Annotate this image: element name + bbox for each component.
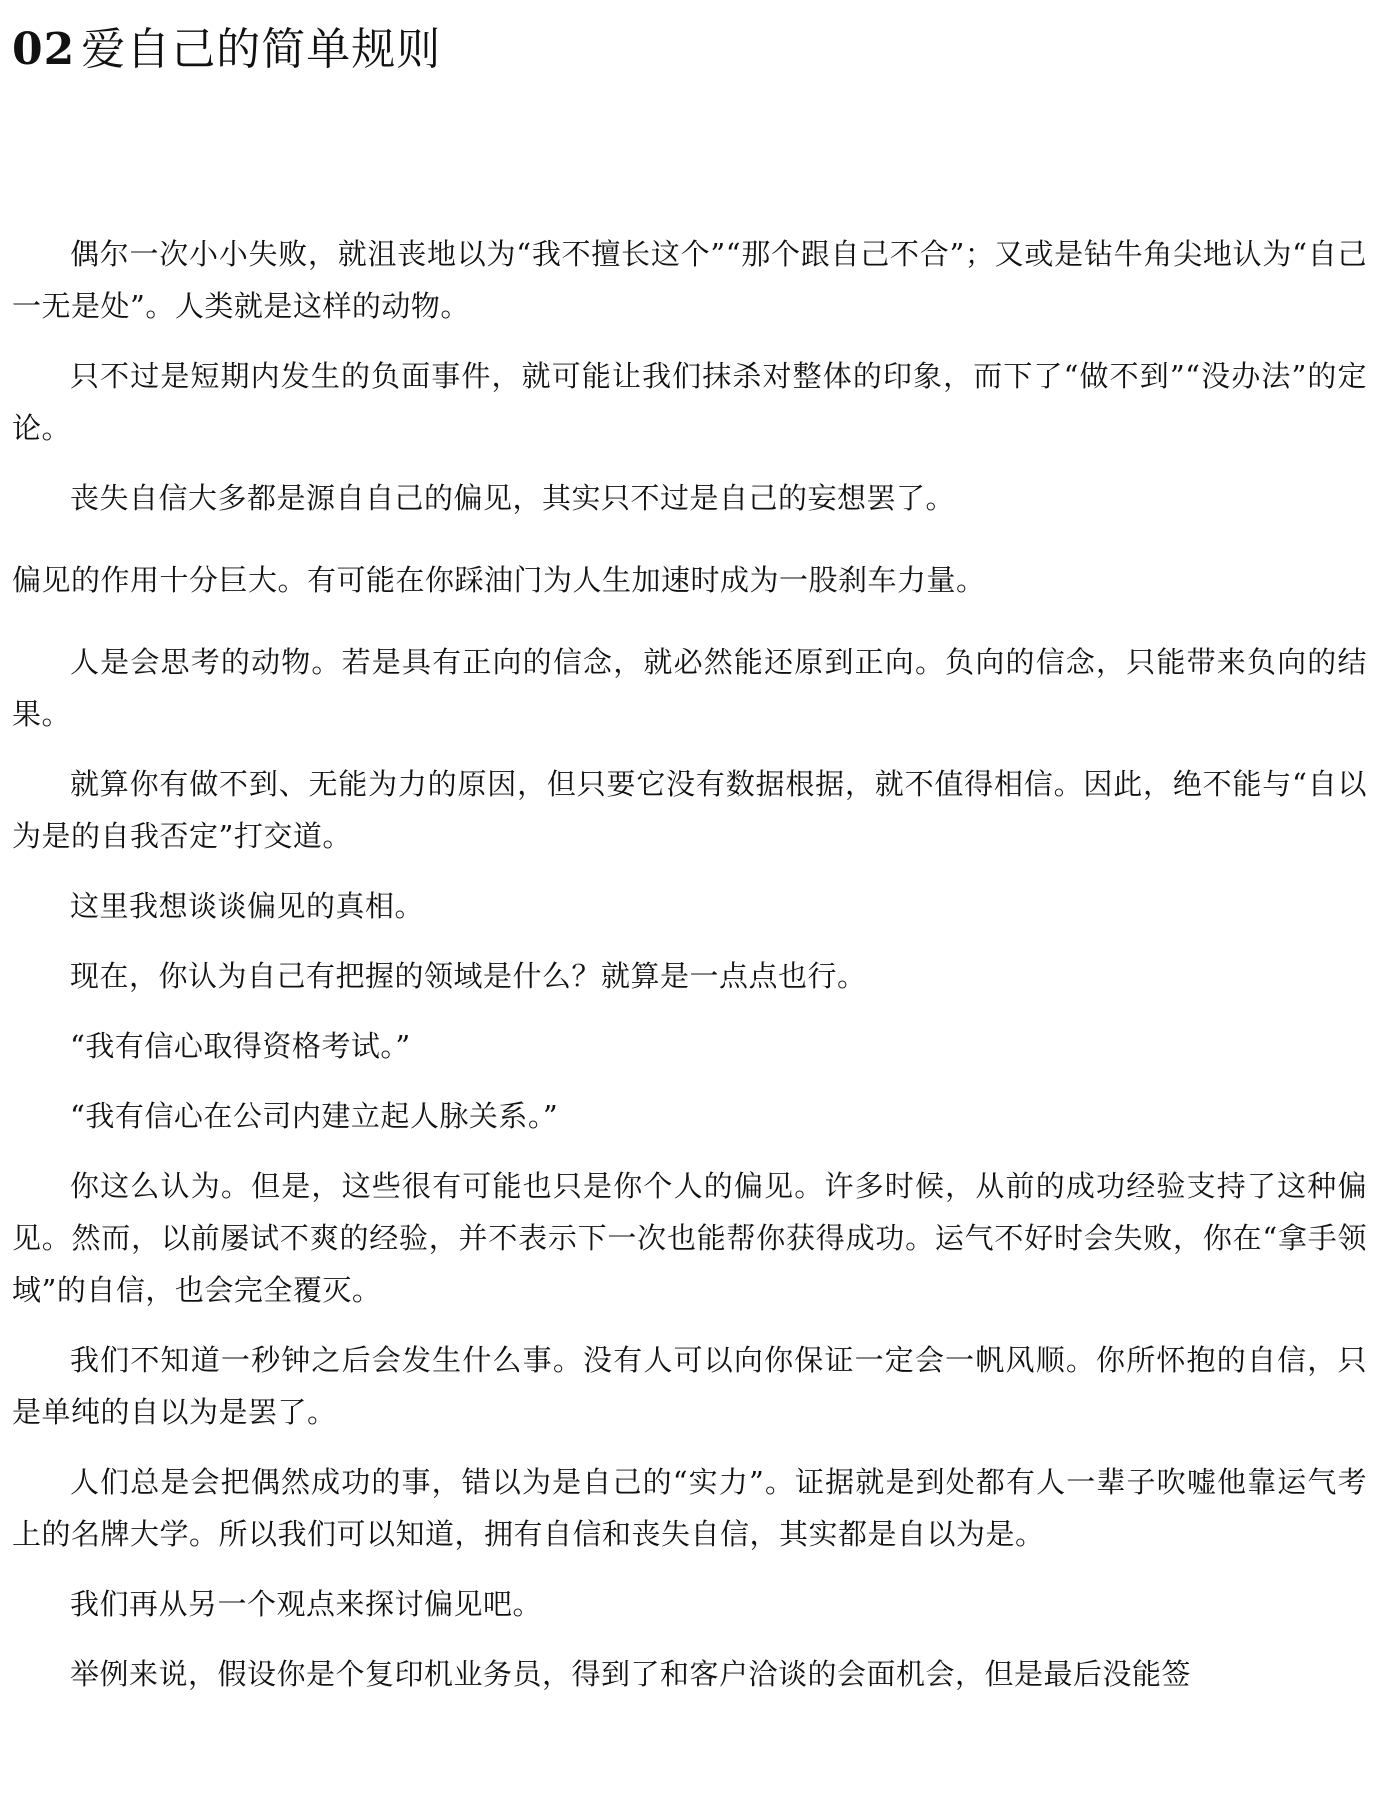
paragraph: 只不过是短期内发生的负面事件，就可能让我们抹杀对整体的印象，而下了“做不到”“没办法”的定论。 (12, 359, 1367, 445)
chapter-title: 爱自己的简单规则 (81, 24, 442, 75)
paragraph: 偏见的作用十分巨大。有可能在你踩油门为人生加速时成为一股刹车力量。 (12, 563, 986, 597)
chapter-heading (12, 22, 1367, 78)
paragraph: 就算你有做不到、无能为力的原因，但只要它没有数据根据，就不值得相信。因此，绝不能与“自以为是的自我否定”打交道。 (12, 767, 1367, 853)
paragraph: 我们再从另一个观点来探讨偏见吧。 (70, 1587, 543, 1621)
paragraph: 人是会思考的动物。若是具有正向的信念，就必然能还原到正向。负向的信念，只能带来负向的结果。 (12, 645, 1367, 731)
paragraph: “我有信心在公司内建立起人脉关系。” (70, 1099, 559, 1133)
document-page (12, 0, 1367, 1718)
chapter-body (12, 228, 1367, 1700)
paragraph: “我有信心取得资格考试。” (70, 1029, 411, 1063)
paragraph: 这里我想谈谈偏见的真相。 (70, 889, 425, 923)
paragraph: 举例来说，假设你是个复印机业务员，得到了和客户洽谈的会面机会，但是最后没能签 (70, 1657, 1192, 1691)
paragraph: 你这么认为。但是，这些很有可能也只是你个人的偏见。许多时候，从前的成功经验支持了这种偏见。然而，以前屡试不爽的经验，并不表示下一次也能帮你获得成功。运气不好时会失败，你在“拿手领域”的自信，也会完全覆灭。 (12, 1169, 1367, 1307)
chapter-number: 02 (12, 24, 76, 75)
paragraph: 现在，你认为自己有把握的领域是什么？就算是一点点也行。 (70, 959, 867, 993)
paragraph: 丧失自信大多都是源自自己的偏见，其实只不过是自己的妄想罢了。 (70, 481, 956, 515)
paragraph: 偶尔一次小小失败，就沮丧地以为“我不擅长这个”“那个跟自己不合”；又或是钻牛角尖地认为“自己一无是处”。人类就是这样的动物。 (12, 237, 1367, 323)
paragraph: 我们不知道一秒钟之后会发生什么事。没有人可以向你保证一定会一帆风顺。你所怀抱的自信，只是单纯的自以为是罢了。 (12, 1343, 1367, 1429)
paragraph: 人们总是会把偶然成功的事，错以为是自己的“实力”。证据就是到处都有人一辈子吹嘘他靠运气考上的名牌大学。所以我们可以知道，拥有自信和丧失自信，其实都是自以为是。 (12, 1465, 1367, 1551)
